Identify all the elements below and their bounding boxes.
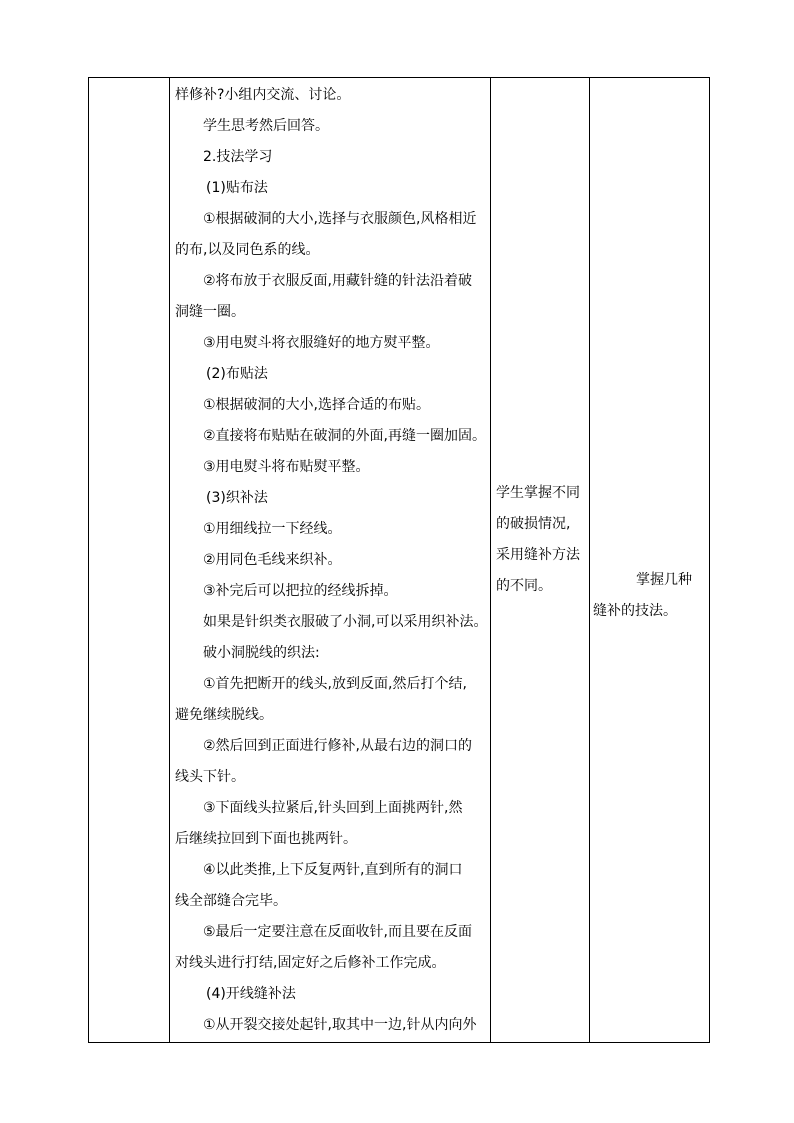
text-line: ②用同色毛线来织补。 <box>203 552 342 568</box>
text-line: (2)布贴法 <box>206 366 268 382</box>
objective-cell <box>590 78 710 1043</box>
text-line: 掌握几种 <box>636 572 692 588</box>
teaching-process-content <box>170 78 490 1041</box>
text-line: ②直接将布贴贴在破洞的外面,再缝一圈加固。 <box>203 428 486 444</box>
table-row <box>89 78 710 1043</box>
text-line: 破小洞脱线的织法: <box>203 645 320 661</box>
text-line: (1)贴布法 <box>206 180 268 196</box>
lesson-plan-table <box>88 77 710 1043</box>
text-line: 洞缝一圈。 <box>175 304 245 320</box>
text-line: ①用细线拉一下经线。 <box>203 521 342 537</box>
text-line: 2.技法学习 <box>203 149 273 165</box>
text-line: 后继续拉回到下面也挑两针。 <box>175 831 357 847</box>
text-line: 线头下针。 <box>175 769 245 785</box>
text-line: 的不同。 <box>496 578 552 594</box>
text-line: 学生掌握不同 <box>496 485 580 501</box>
text-line: ③用电熨斗将布贴熨平整。 <box>203 459 370 475</box>
text-line: ①从开裂交接处起针,取其中一边,针从内向外 <box>203 1017 477 1033</box>
text-line: 线全部缝合完毕。 <box>175 893 287 909</box>
text-line: 对线头进行打结,固定好之后修补工作完成。 <box>175 955 446 971</box>
text-line: ④以此类推,上下反复两针,直到所有的洞口 <box>203 862 463 878</box>
text-line: 的破损情况, <box>496 516 571 532</box>
text-line: ②然后回到正面进行修补,从最右边的洞口的 <box>203 738 472 754</box>
text-line: 如果是针织类衣服破了小洞,可以采用织补法。 <box>203 614 488 630</box>
text-line: (4)开线缝补法 <box>206 986 296 1002</box>
text-line: 学生思考然后回答。 <box>203 118 329 134</box>
text-line: ⑤最后一定要注意在反面收针,而且要在反面 <box>203 924 472 940</box>
text-line: ③用电熨斗将衣服缝好的地方熨平整。 <box>203 335 440 351</box>
text-line: 的布,以及同色系的线。 <box>175 242 320 258</box>
text-line: 采用缝补方法 <box>496 547 580 563</box>
student-activity-cell <box>491 78 590 1043</box>
text-line: 样修补?小组内交流、讨论。 <box>175 87 351 103</box>
student-activity-text <box>491 478 589 602</box>
text-line: 缝补的技法。 <box>593 603 677 619</box>
blank-cell <box>89 78 170 1043</box>
text-line: ②将布放于衣服反面,用藏针缝的针法沿着破 <box>203 273 472 289</box>
text-line: ①首先把断开的线头,放到反面,然后打个结, <box>203 676 467 692</box>
text-line: ①根据破洞的大小,选择与衣服颜色,风格相近 <box>203 211 477 227</box>
text-line: ①根据破洞的大小,选择合适的布贴。 <box>203 397 431 413</box>
text-line: 避免继续脱线。 <box>175 707 273 723</box>
text-line: ③补完后可以把拉的经线拆掉。 <box>203 583 398 599</box>
teaching-process-cell <box>170 78 491 1043</box>
text-line: (3)织补法 <box>206 490 268 506</box>
text-line: ③下面线头拉紧后,针头回到上面挑两针,然 <box>203 800 463 816</box>
objective-text <box>590 565 709 627</box>
